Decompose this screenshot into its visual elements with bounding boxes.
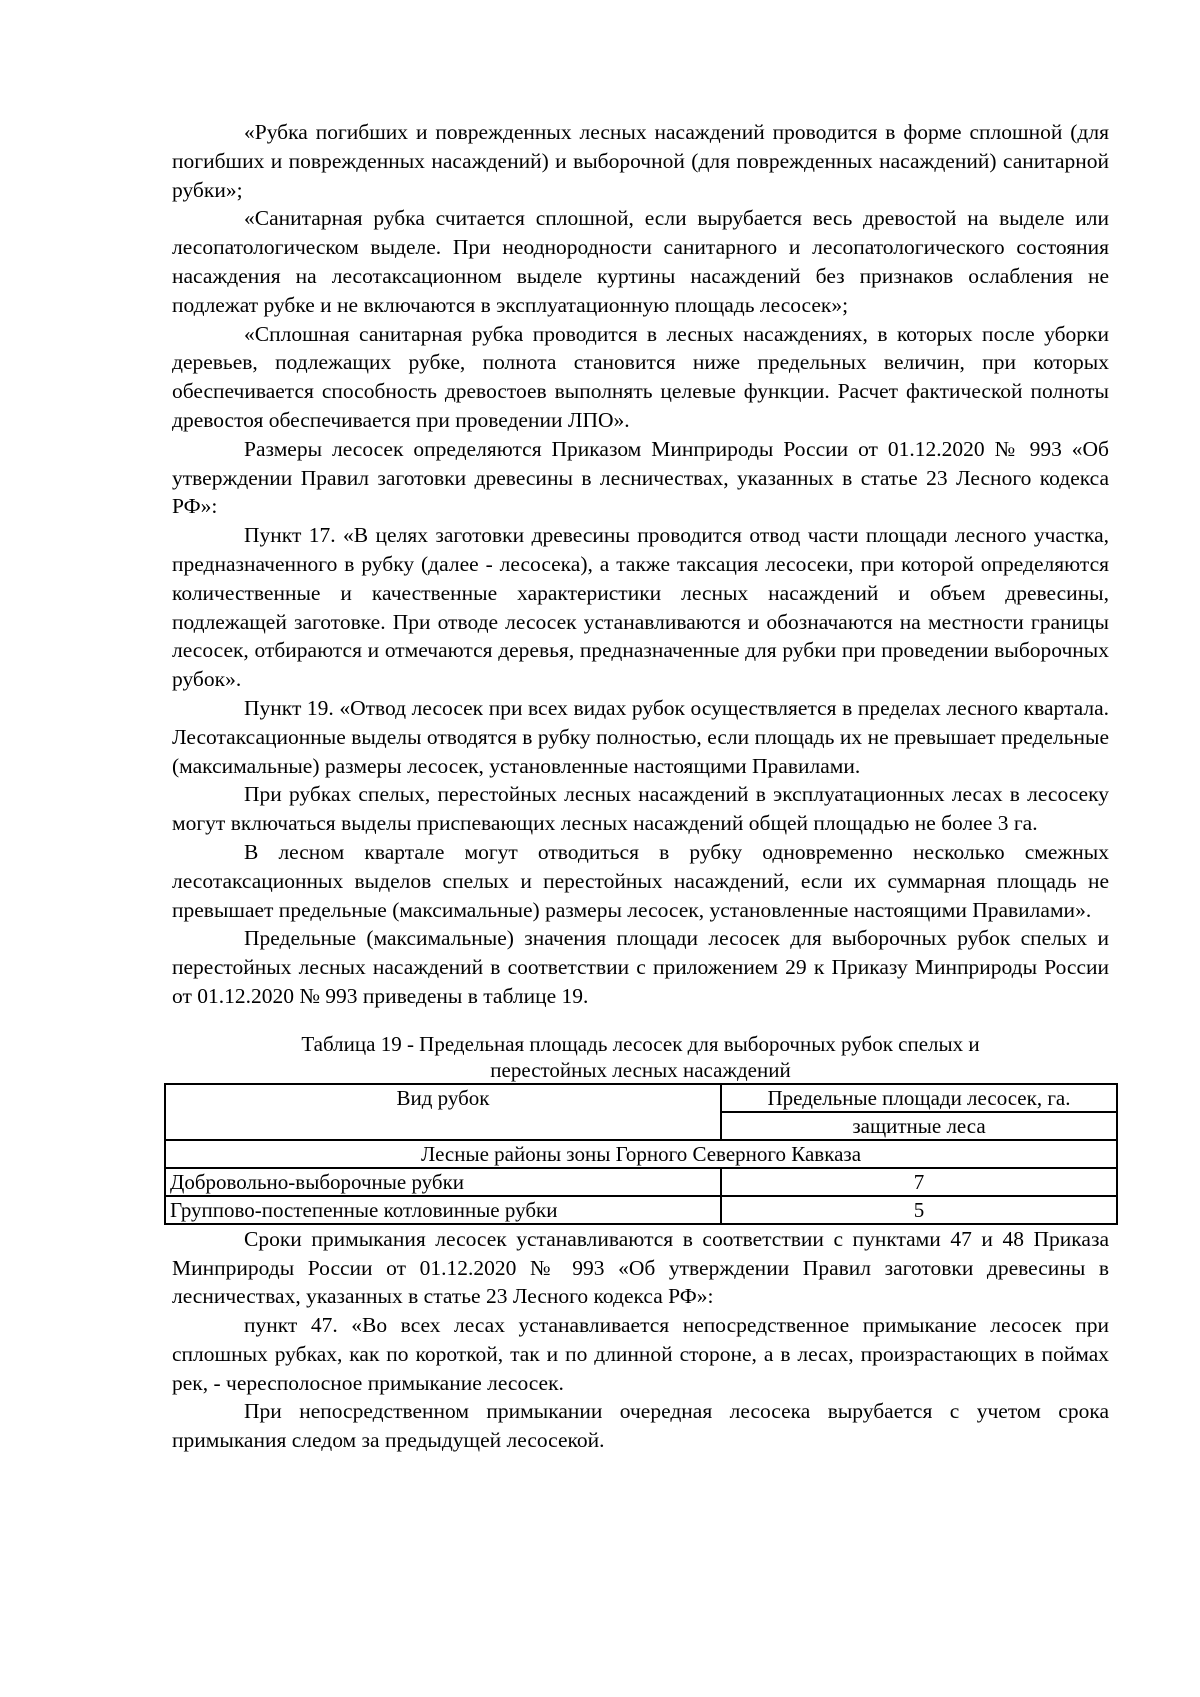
header-max-area: Предельные площади лесосек, га. xyxy=(721,1084,1117,1112)
region-label: Лесные районы зоны Горного Северного Кавказа xyxy=(165,1140,1117,1168)
header-felling-type: Вид рубок xyxy=(165,1084,721,1140)
paragraph-max-area-values: Предельные (максимальные) значения площади лесосек для выборочных рубок спелых и перестойных лесных насаждений в соответствии с приложением 29 к Приказу Минприроды России от 01.12.2020 № 993 приведены в таблице 19. xyxy=(172,926,1109,1008)
table-caption-line-1: Таблица 19 - Предельная площадь лесосек для выборочных рубок спелых и xyxy=(301,1031,980,1056)
felling-type-cell: Группово-постепенные котловинные рубки xyxy=(165,1196,721,1224)
subheader-protective-forests: защитные леса xyxy=(721,1112,1117,1140)
table-caption xyxy=(256,1031,1026,1083)
table-row xyxy=(165,1168,1117,1196)
paragraph-clause-19: Пункт 19. «Отвод лесосек при всех видах рубок осуществляется в пределах лесного квартала. Лесотаксационные выделы отводятся в рубку полностью, если площадь их не превышает предельные (максимальные) размеры лесосек, установленные настоящими Правилами. xyxy=(172,695,1109,778)
table-region-row xyxy=(165,1140,1117,1168)
table-header-row xyxy=(165,1084,1117,1112)
paragraph-maturing-stands: При рубках спелых, перестойных лесных насаждений в эксплуатационных лесах в лесосеку могут включаться выделы приспевающих лесных насаждений общей площадью не более 3 га. xyxy=(172,782,1109,836)
paragraph-cutting-area-sizes: Размеры лесосек определяются Приказом Минприроды России от 01.12.2020 № 993 «Об утверждении Правил заготовки древесины в лесничествах, указанных в статье 23 Лесного кодекса РФ»: xyxy=(172,436,1109,519)
table-caption-line-2: перестойных лесных насаждений xyxy=(490,1057,791,1082)
paragraph-adjacency-terms: Сроки примыкания лесосек устанавливаются в соответствии с пунктами 47 и 48 Приказа Минприроды России от 01.12.2020 № 993 «Об утверждении Правил заготовки древесины в лесничествах, указанных в статье 23 Лесного кодекса РФ»: xyxy=(172,1226,1109,1309)
felling-type-cell: Добровольно-выборочные рубки xyxy=(165,1168,721,1196)
paragraph-sanitary-felling-form: «Рубка погибших и поврежденных лесных насаждений проводится в форме сплошной (для погибших и поврежденных насаждений) и выборочной (для поврежденных насаждений) санитарной рубки»; xyxy=(172,120,1109,202)
paragraph-clause-17: Пункт 17. «В целях заготовки древесины проводится отвод части площади лесного участка, предназначенного в рубку (далее - лесосека), а также таксация лесосеки, при которой определяются количественные и качественные характеристики лесных насаждений и объем древесины, подлежащей заготовке. При отводе лесосек устанавливаются и обозначаются на местности границы лесосек, отбираются и отмечаются деревья, предназначенные для рубки при проведении выборочных рубок». xyxy=(172,523,1109,692)
paragraph-adjacent-allotments: В лесном квартале могут отводиться в рубку одновременно несколько смежных лесотаксационных выделов спелых и перестойных насаждений, если их суммарная площадь не превышает предельные (максимальные) размеры лесосек, установленные настоящими Правилами». xyxy=(172,839,1109,922)
paragraph-direct-adjacency: При непосредственном примыкании очередная лесосека вырубается с учетом срока примыкания следом за предыдущей лесосекой. xyxy=(172,1399,1109,1453)
document-body xyxy=(172,118,1109,1455)
max-cutting-area-table xyxy=(164,1083,1118,1225)
paragraph-clear-sanitary-definition: «Санитарная рубка считается сплошной, если вырубается весь древостой на выделе или лесопатологическом выделе. При неоднородности санитарного и лесопатологического состояния насаждения на лесотаксационном выделе куртины насаждений без признаков ослабления не подлежат рубке и не включаются в эксплуатационную площадь лесосек»; xyxy=(172,206,1109,317)
max-area-cell: 7 xyxy=(721,1168,1117,1196)
paragraph-clause-47: пункт 47. «Во всех лесах устанавливается непосредственное примыкание лесосек при сплошных рубках, как по короткой, так и по длинной стороне, а в лесах, произрастающих в поймах рек, - чересполосное примыкание лесосек. xyxy=(172,1313,1109,1395)
paragraph-clear-sanitary-conditions: «Сплошная санитарная рубка проводится в лесных насаждениях, в которых после уборки деревьев, подлежащих рубке, полнота становится ниже предельных величин, при которых обеспечивается способность древостоев выполнять целевые функции. Расчет фактической полноты древостоя обеспечивается при проведении ЛПО». xyxy=(172,321,1109,432)
max-area-cell: 5 xyxy=(721,1196,1117,1224)
table-row xyxy=(165,1196,1117,1224)
